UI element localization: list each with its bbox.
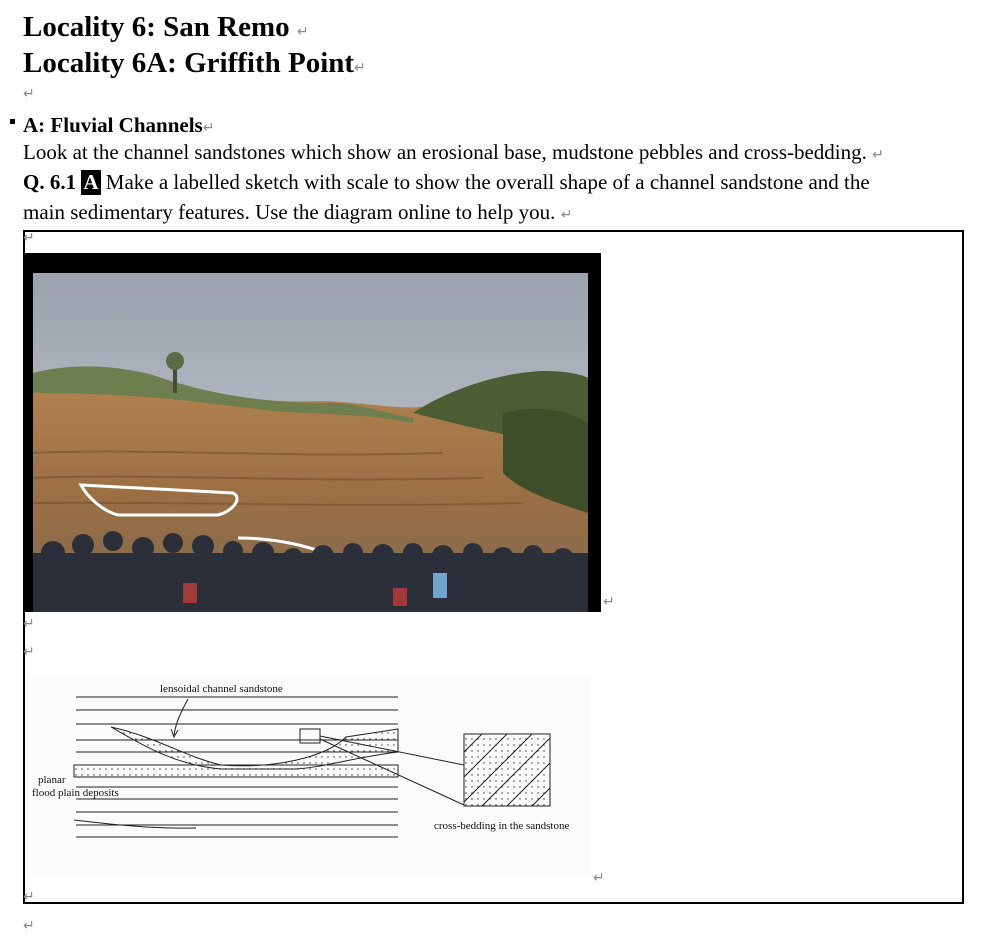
paragraph-mark: ↵ [23, 644, 35, 660]
question-number: Q. 6.1 [23, 170, 77, 194]
paragraph-mark: ↵ [603, 594, 615, 610]
question-paragraph [23, 170, 1003, 195]
paragraph-mark: ↵ [23, 616, 35, 632]
paragraph-mark: ↵ [593, 870, 605, 886]
locality-title [23, 10, 309, 49]
locality-title-text: Locality 6: San Remo [23, 11, 290, 43]
intro-paragraph [23, 140, 884, 165]
label-planar: planar [38, 774, 66, 786]
section-heading [23, 113, 214, 138]
channel-diagram-drawing [26, 677, 591, 877]
paragraph-mark: ↵ [23, 889, 35, 905]
label-channel-sandstone: lensoidal channel sandstone [160, 683, 283, 695]
paragraph-mark: ↵ [202, 120, 215, 136]
question-paragraph-cont [23, 200, 572, 225]
question-text-line1: Make a labelled sketch with scale to show the overall shape of a channel sandstone and the [105, 170, 870, 194]
paragraph-mark: ↵ [296, 24, 309, 40]
paragraph-mark: ↵ [560, 207, 573, 223]
paragraph-mark: ↵ [872, 147, 884, 163]
sublocality-title-text: Locality 6A: Griffith Point [23, 47, 355, 79]
outcrop-photo-image [23, 253, 601, 612]
label-floodplain: flood plain deposits [32, 787, 119, 799]
paragraph-mark: ↵ [23, 230, 35, 246]
channel-diagram [26, 677, 591, 877]
question-text-line2: main sedimentary features. Use the diagram online to help you. [23, 200, 556, 224]
paragraph-mark: ↵ [23, 86, 35, 102]
outcrop-photo [23, 253, 601, 612]
paragraph-mark: ↵ [354, 60, 366, 76]
section-heading-text: A: Fluvial Channels [23, 113, 203, 137]
question-tag[interactable]: A [83, 170, 99, 194]
sublocality-title [23, 46, 366, 85]
paragraph-mark: ↵ [23, 918, 35, 934]
bullet-marker [10, 119, 15, 124]
intro-text: Look at the channel sandstones which show an erosional base, mudstone pebbles and cross-bedding. [23, 140, 867, 164]
label-crossbedding: cross-bedding in the sandstone [434, 820, 570, 832]
